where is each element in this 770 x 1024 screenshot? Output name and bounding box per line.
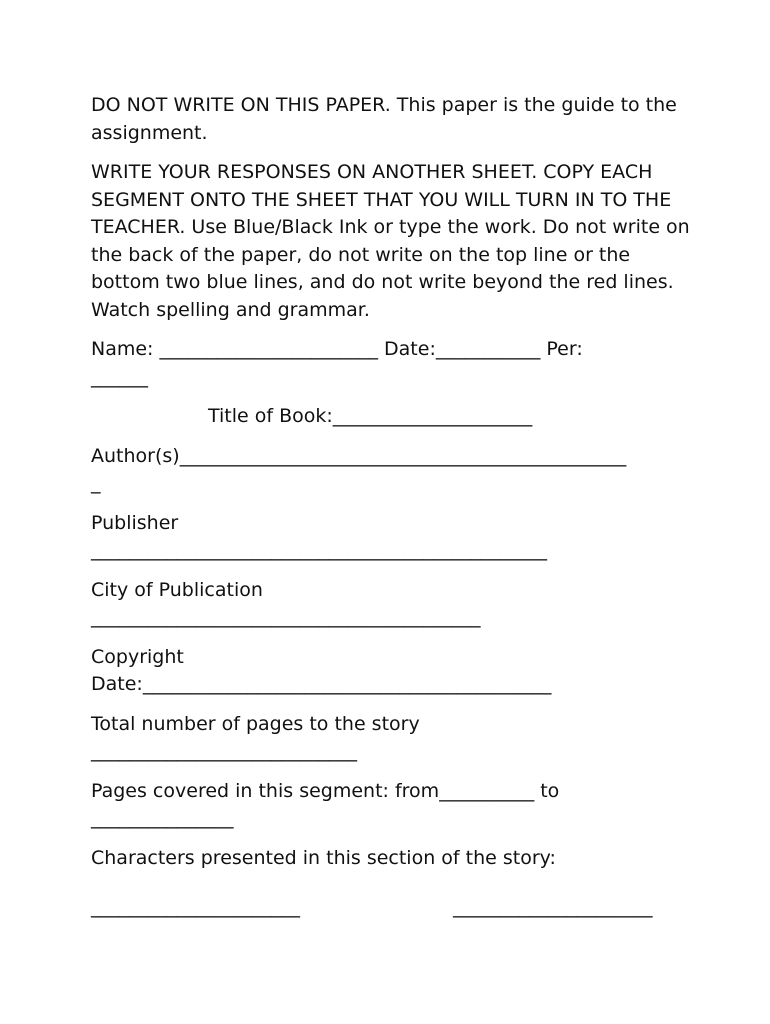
worksheet-page <box>91 92 696 922</box>
characters-heading: Characters presented in this section of the story: <box>91 846 556 869</box>
title-of-book-line: Title of Book:_____________________ <box>208 405 533 427</box>
pages-covered-line: Pages covered in this segment: from__________ to _______________ <box>91 779 560 829</box>
total-pages-line: Total number of pages to the story ____________________________ <box>91 712 420 762</box>
instruction-paragraph-2: WRITE YOUR RESPONSES ON ANOTHER SHEET. COPY EACH SEGMENT ONTO THE SHEET THAT YOU WILL TURN IN TO THE TEACHER. Use Blue/Black Ink or type the work. Do not write on the back of the paper, do not write on the top line or the bottom two blue lines, and do not write beyond the red lines. Watch spelling and grammar. <box>91 161 696 321</box>
character-blank-right: _____________________ <box>453 896 653 918</box>
name-date-per-line: Name: _______________________ Date:___________ Per: ______ <box>91 338 583 388</box>
character-blank-left: ______________________ <box>91 896 300 918</box>
instruction-paragraph-1: DO NOT WRITE ON THIS PAPER. This paper is the guide to the assignment. <box>91 94 683 144</box>
city-of-publication-line: City of Publication _________________________________________ <box>91 578 481 628</box>
publisher-line: Publisher ________________________________________________ <box>91 511 547 561</box>
character-blanks-row <box>91 894 691 922</box>
author-line: Author(s)_______________________________________________ _ <box>91 444 627 494</box>
copyright-date-line: Copyright Date:___________________________________________ <box>91 645 552 695</box>
